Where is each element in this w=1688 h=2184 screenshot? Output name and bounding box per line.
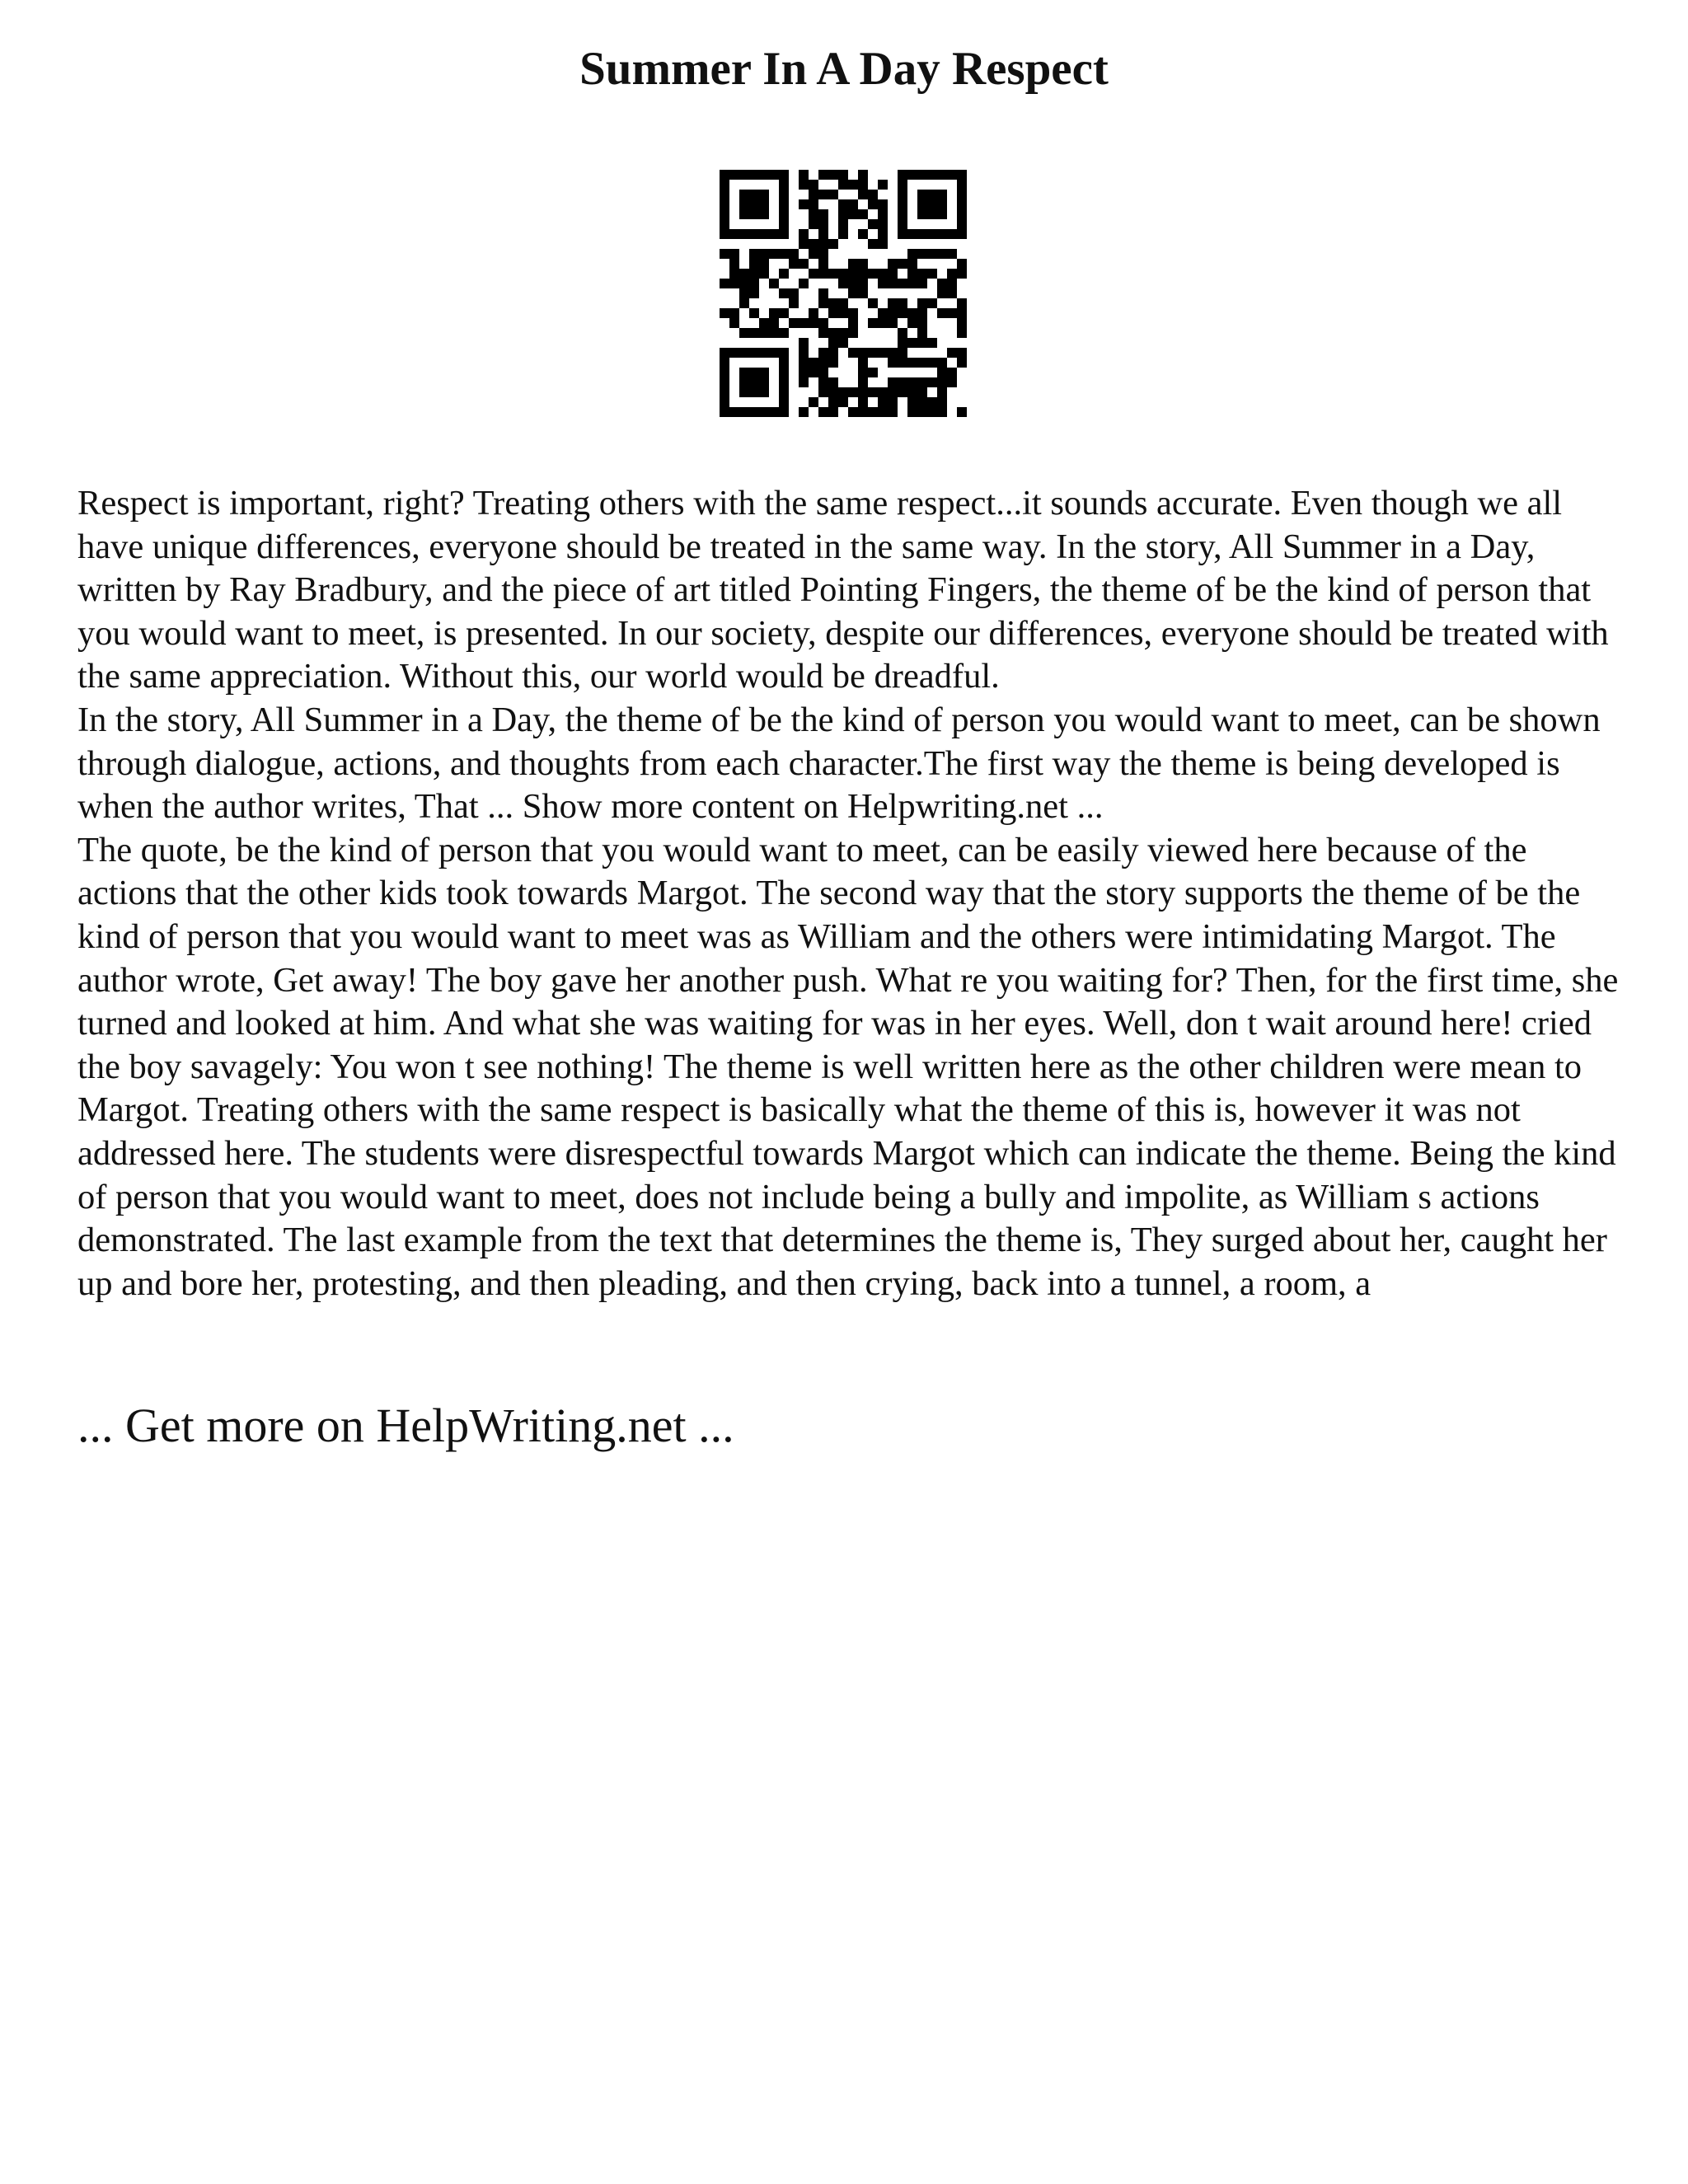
get-more-link[interactable]: ... Get more on HelpWriting.net ... bbox=[77, 1399, 734, 1452]
paragraph-evidence: The quote, be the kind of person that you would want to meet, can be easily viewed here because of the actions that the other kids took towards Margot. The second way that the story supports the theme of be the kind of person that you would want to meet was as William and the others were intimidating Margot. The author wrote, Get away! The boy gave her another push. What re you waiting for? Then, for the first time, she turned and looked at him. And what she was waiting for was in her eyes. Well, don t wait around here! cried the boy savagely: You won t see nothing! The theme is well written here as the other children were mean to Margot. Treating others with the same respect is basically what the theme of this is, however it was not addressed here. The students were disrespectful towards Margot which can indicate the theme. Being the kind of person that you would want to meet, does not include being a bully and impolite, as William s actions demonstrated. The last example from the text that determines the theme is, They surged about her, caught her up and bore her, protesting, and then pleading, and then crying, back into a tunnel, a room, a bbox=[77, 830, 1619, 1303]
paragraph-intro: Respect is important, right? Treating others with the same respect...it sounds accurate. Even though we all have unique differences, everyone should be treated in the same way. In the story, All Summer in a Day, written by Ray Bradbury, and the piece of art titled Pointing Fingers, the theme of be the kind of person that you would want to meet, is presented. In our society, despite our differences, everyone should be treated with the same appreciation. Without this, our world would be dreadful. bbox=[77, 484, 1609, 696]
page-title: Summer In A Day Respect bbox=[579, 43, 1109, 95]
paragraph-theme: In the story, All Summer in a Day, the theme of be the kind of person you would want to meet, can be shown through dialogue, actions, and thoughts from each character.The first way the theme is being developed is when the author writes, That ... Show more content on Helpwriting.net ... bbox=[77, 700, 1601, 827]
article-body bbox=[77, 482, 1627, 1305]
qr-code-icon[interactable] bbox=[720, 170, 967, 417]
